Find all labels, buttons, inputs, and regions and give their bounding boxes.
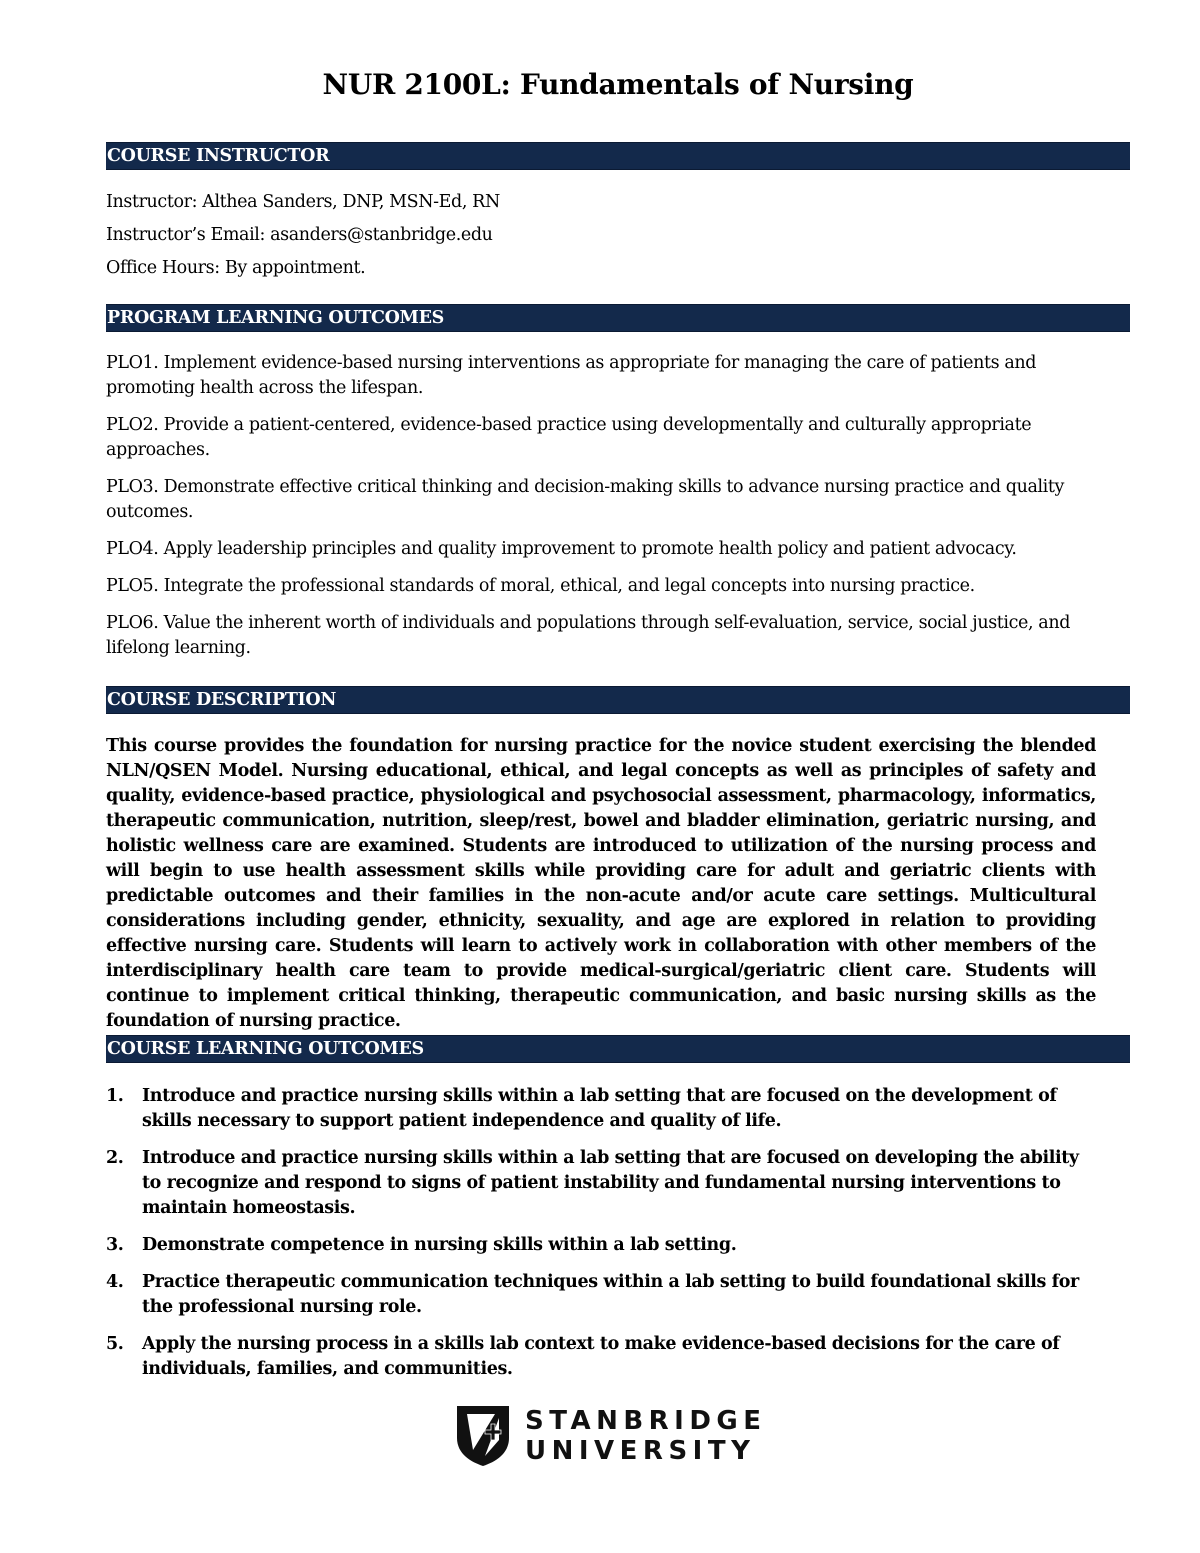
section-heading: COURSE LEARNING OUTCOMES	[107, 1039, 424, 1059]
section-heading: COURSE INSTRUCTOR	[107, 146, 330, 166]
instructor-info	[106, 190, 1096, 281]
clo-text: Introduce and practice nursing skills within a lab setting that are focused on the development of skills necessary to support patient independence and quality of life.	[142, 1086, 1057, 1131]
clo-number: 4.	[106, 1272, 124, 1292]
stanbridge-shield-icon	[455, 1404, 511, 1468]
section-heading: PROGRAM LEARNING OUTCOMES	[107, 308, 445, 328]
description-text: This course provides the foundation for nursing practice for the novice student exercising the blended NLN/QSEN Model. Nursing educational, ethical, and legal concepts as well as principles of safety and quality, evidence-based practice, physiological and psychosocial assessment, pharmacology, informatics, therapeutic communication, nutrition, sleep/rest, bowel and bladder elimination, geriatric nursing, and holistic wellness care are examined. Students are introduced to utilization of the nursing process and will begin to use health assessment skills while providing care for adult and geriatric clients with predictable outcomes and their families in the non-acute and/or acute care settings. Multicultural considerations including gender, ethnicity, sexuality, and age are explored in relation to providing effective nursing care. Students will learn to actively work in collaboration with other members of the interdisciplinary health care team to provide medical-surgical/geriatric client care. Students will continue to implement critical thinking, therapeutic communication, and basic nursing skills as the foundation of nursing practice.	[106, 736, 1096, 1031]
plo-item: PLO2. Provide a patient-centered, evidence-based practice using developmentally and culturally appropriate approaches.	[106, 415, 1032, 460]
clo-text: Demonstrate competence in nursing skills within a lab setting.	[142, 1235, 737, 1255]
clo-text: Introduce and practice nursing skills within a lab setting that are focused on developing the ability to recognize and respond to signs of patient instability and fundamental nursing interventions to maintain homeostasis.	[142, 1148, 1079, 1218]
clo-number: 2.	[106, 1148, 124, 1168]
section-header-description	[106, 686, 1130, 714]
instructor-name: Instructor: Althea Sanders, DNP, MSN-Ed, RN	[106, 192, 500, 212]
section-header-instructor	[106, 142, 1130, 170]
clo-number: 1.	[106, 1086, 124, 1106]
plo-item: PLO6. Value the inherent worth of individuals and populations through self-evaluation, service, social justice, and lifelong learning.	[106, 613, 1070, 658]
clo-list	[106, 1084, 1096, 1394]
clo-number: 3.	[106, 1235, 124, 1255]
clo-number: 5.	[106, 1334, 124, 1354]
clo-item	[106, 1146, 1096, 1221]
section-heading: COURSE DESCRIPTION	[107, 690, 337, 710]
plo-item: PLO4. Apply leadership principles and quality improvement to promote health policy and patient advocacy.	[106, 539, 1017, 559]
stanbridge-university-logo	[455, 1404, 767, 1468]
logo-text-line1: STANBRIDGE	[525, 1406, 767, 1436]
document-title: NUR 2100L: Fundamentals of Nursing	[322, 68, 914, 101]
course-description	[106, 734, 1096, 1034]
plo-item: PLO1. Implement evidence-based nursing interventions as appropriate for managing the care of patients and promoting health across the lifespan.	[106, 353, 1037, 398]
logo-text-line2: UNIVERSITY	[525, 1436, 756, 1466]
clo-item	[106, 1233, 1096, 1258]
section-header-clo	[106, 1035, 1130, 1063]
plo-item: PLO3. Demonstrate effective critical thinking and decision-making skills to advance nursing practice and quality outcomes.	[106, 477, 1064, 522]
office-hours: Office Hours: By appointment.	[106, 258, 366, 278]
section-header-plo	[106, 304, 1130, 332]
clo-text: Apply the nursing process in a skills lab context to make evidence-based decisions for the care of individuals, families, and communities.	[142, 1334, 1060, 1379]
clo-item	[106, 1332, 1096, 1382]
clo-item	[106, 1084, 1096, 1134]
plo-list	[106, 351, 1096, 673]
clo-item	[106, 1270, 1096, 1320]
instructor-email: Instructor’s Email: asanders@stanbridge.edu	[106, 225, 493, 245]
clo-text: Practice therapeutic communication techniques within a lab setting to build foundational skills for the professional nursing role.	[142, 1272, 1079, 1317]
plo-item: PLO5. Integrate the professional standards of moral, ethical, and legal concepts into nursing practice.	[106, 576, 975, 596]
